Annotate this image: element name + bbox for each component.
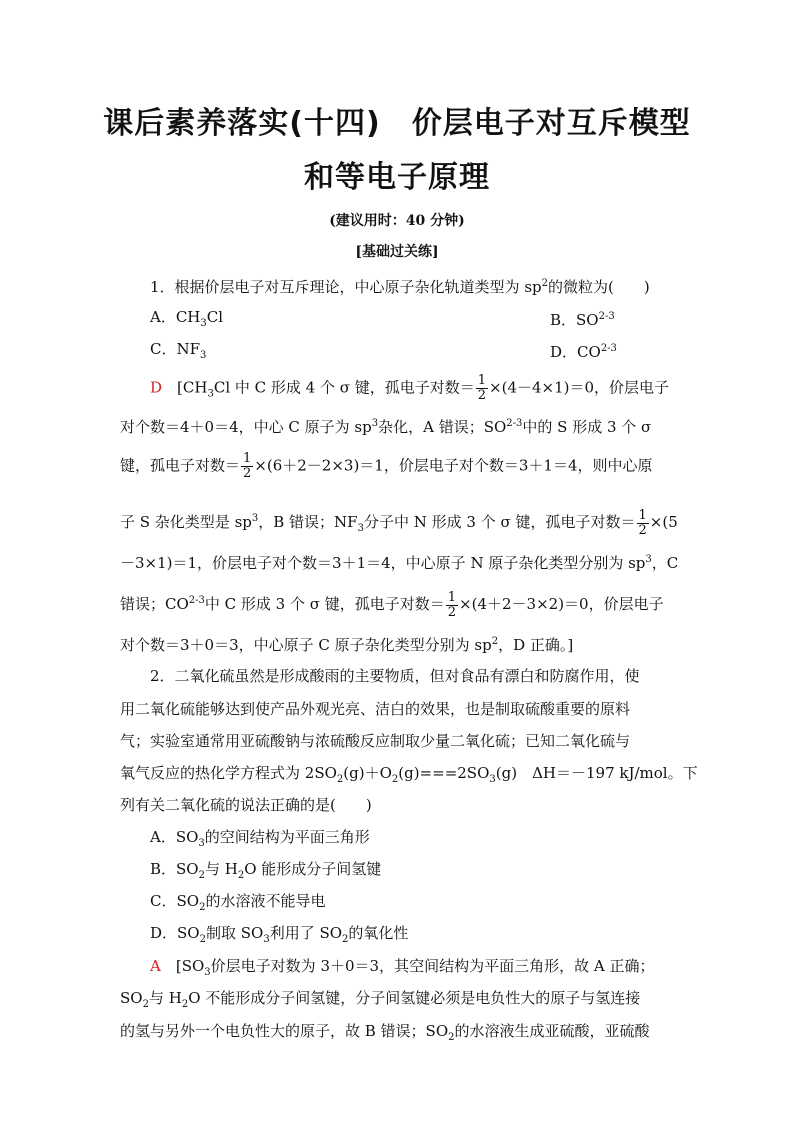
q1-options-row1 <box>150 306 705 335</box>
q2-stem-line4: 氧气反应的热化学方程式为 $2SO_2(g)+O_2(g)===2SO_3(g)$ ΔH＝－197 kJ/mol。下 <box>120 764 698 785</box>
q1-option-b: B．SO$^{2-3}$ <box>550 311 615 329</box>
q2-option-c: C．$SO_2$的水溶液不能导电 <box>150 892 326 913</box>
q2-stem-line5: 列有关二氧化硫的说法正确的是( ) <box>120 796 372 814</box>
time-note: (建议用时：40 分钟) <box>329 213 465 229</box>
q1-explanation-line2: 对个数＝4＋0＝4，中心 C 原子为 $sp^3$杂化，A 错误；SO$^{2-3}$中的 S 形成 3 个 σ <box>120 418 652 436</box>
q2-option-d: D．$SO_2$制取 $SO_3$利用了 $SO_2$的氧化性 <box>150 924 409 945</box>
q2-stem-line2: 用二氧化硫能够达到使产品外观光亮、洁白的效果，也是制取硫酸重要的原料 <box>120 700 631 718</box>
q2-option-a: A．$SO_3$的空间结构为平面三角形 <box>150 828 370 849</box>
q1-explanation-line7: 对个数＝3＋0＝3，中心原子 C 原子杂化类型分别为 $sp^2$，D 正确。] <box>120 636 574 654</box>
fraction: $\frac{1}{2}$ <box>638 507 647 538</box>
q1-answer: D <box>150 378 163 397</box>
q2-explanation-line2: $SO_2$与 $H_2O$ 不能形成分子间氢键，分子间氢键必须是电负性大的原子与氢连接 <box>120 989 641 1010</box>
q1-explanation-line3: 键，孤电子对数＝ $\frac{1}{2}$ ×(6＋2－2×3)＝1，价层电子对个数＝3＋1＝4，则中心原 <box>120 451 653 481</box>
q2-answer: A <box>150 957 161 975</box>
page-title-line2: 和等电子原理 <box>304 160 490 195</box>
q2-option-b: B．$SO_2$与 $H_2O$ 能形成分子间氢键 <box>150 860 382 881</box>
fraction: $\frac{1}{2}$ <box>447 589 457 620</box>
q1-explanation-line5: －3×1)＝1，价层电子对个数＝3＋1＝4，中心原子 N 原子杂化类型分别为 $sp^3$，C <box>120 554 679 572</box>
q1-explanation-line4: 子 S 杂化类型是 $sp^3$，B 错误；$NF_3$分子中 N 形成 3 个 σ 键，孤电子对数＝ $\frac{1}{2}$ ×(5 <box>120 507 678 538</box>
q2-stem-line3: 气；实验室通常用亚硫酸钠与浓硫酸反应制取少量二氧化硫；已知二氧化硫与 <box>120 732 631 750</box>
q1-option-a: A．$CH_3Cl$ <box>150 308 224 329</box>
q1-explanation-line6: 错误；CO$^{2-3}$中 C 形成 3 个 σ 键，孤电子对数＝ $\frac{1}{2}$ ×(4＋2－3×2)＝0，价层电子 <box>120 589 664 620</box>
fraction: $\frac{1}{2}$ <box>477 373 487 403</box>
q2-stem-line1: 2．二氧化硫虽然是形成酸雨的主要物质，但对食品有漂白和防腐作用，使 <box>150 667 640 685</box>
q2-explanation-line1: A [$SO_3$价层电子对数为 3＋0＝3，其空间结构为平面三角形，故 A 正确； <box>150 957 655 978</box>
q1-explanation-line1: D [$CH_3Cl$ 中 C 形成 4 个 σ 键，孤电子对数＝ $\frac{1}{2}$ ×(4－4×1)＝0，价层电子 <box>150 373 670 403</box>
q1-options-row2 <box>150 338 705 367</box>
fraction: $\frac{1}{2}$ <box>243 451 252 481</box>
section-heading: [基础过关练] <box>355 244 439 260</box>
q2-explanation-line3: 的氢与另外一个电负性大的原子，故 B 错误；$SO_2$的水溶液生成亚硫酸，亚硫酸 <box>120 1022 650 1043</box>
page-title: 课后素养落实(十四) 价层电子对互斥模型 <box>103 106 691 141</box>
q1-stem: 1．根据价层电子对互斥理论，中心原子杂化轨道类型为 $sp^2$的微粒为( ) <box>150 278 650 296</box>
q1-option-c: C．$NF_3$ <box>150 340 207 361</box>
q1-option-d: D．CO$^{2-3}$ <box>550 343 617 361</box>
